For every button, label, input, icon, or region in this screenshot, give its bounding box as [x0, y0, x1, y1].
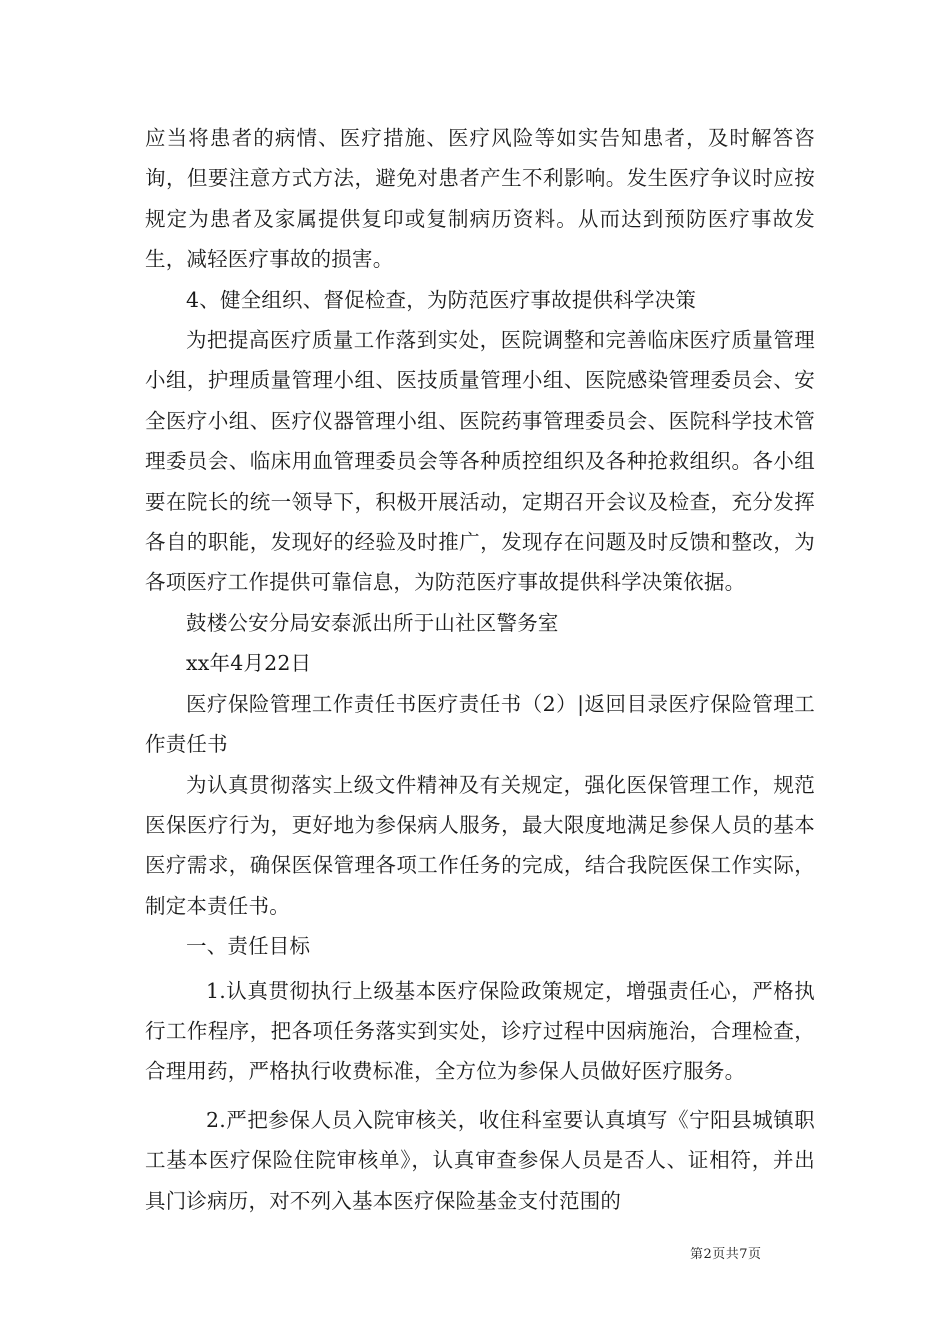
paragraph-quality-groups: 为把提高医疗质量工作落到实处，医院调整和完善临床医疗质量管理小组，护理质量管理小组、医技质量管理小组、医院感染管理委员会、安全医疗小组、医疗仪器管理小组、医院药事管理委员会、医院科学技术管理委员会、临床用血管理委员会等各种质控组织及各种抢救组织。各小组要在院长的统一领导下，积极开展活动，定期召开会议及检查，充分发挥各自的职能，发现好的经验及时推广，发现存在问题及时反馈和整改，为各项医疗工作提供可靠信息，为防范医疗事故提供科学决策依据。 [145, 328, 815, 595]
signature-date: xx年4月22日 [186, 651, 312, 676]
document-body [145, 118, 815, 1221]
heading-responsibility-goals: 一、责任目标 [186, 934, 311, 959]
list-item-goal-2: 2.严把参保人员入院审核关，收住科室要认真填写《宁阳县城镇职工基本医疗保险住院审核单》，认真审查参保人员是否人、证相符，并出具门诊病历，对不列入基本医疗保险基金支付范围的 [145, 1107, 815, 1213]
list-item-goal-1: 1.认真贯彻执行上级基本医疗保险政策规定，增强责任心，严格执行工作程序，把各项任务落实到实处，诊疗过程中因病施治，合理检查，合理用药，严格执行收费标准，全方位为参保人员做好医疗服务。 [145, 978, 815, 1084]
paragraph-risk-disclosure: 应当将患者的病情、医疗措施、医疗风险等如实告知患者，及时解答咨询，但要注意方式方法，避免对患者产生不利影响。发生医疗争议时应按规定为患者及家属提供复印或复制病历资料。从而达到预防医疗事故发生，减轻医疗事故的损害。 [145, 126, 815, 272]
signature-police-office: 鼓楼公安分局安泰派出所于山社区警务室 [186, 610, 559, 635]
paragraph-insurance-intro: 为认真贯彻落实上级文件精神及有关规定，强化医保管理工作，规范医保医疗行为，更好地为参保病人服务，最大限度地满足参保人员的基本医疗需求，确保医保管理各项工作任务的完成，结合我院医保工作实际，制定本责任书。 [145, 772, 815, 918]
page-number: 第2页共7页 [690, 1247, 762, 1262]
heading-organization-supervision: 4、健全组织、督促检查，为防范医疗事故提供科学决策 [186, 287, 697, 312]
section-title-insurance-responsibility: 医疗保险管理工作责任书医疗责任书（2）|返回目录医疗保险管理工作责任书 [145, 691, 815, 757]
